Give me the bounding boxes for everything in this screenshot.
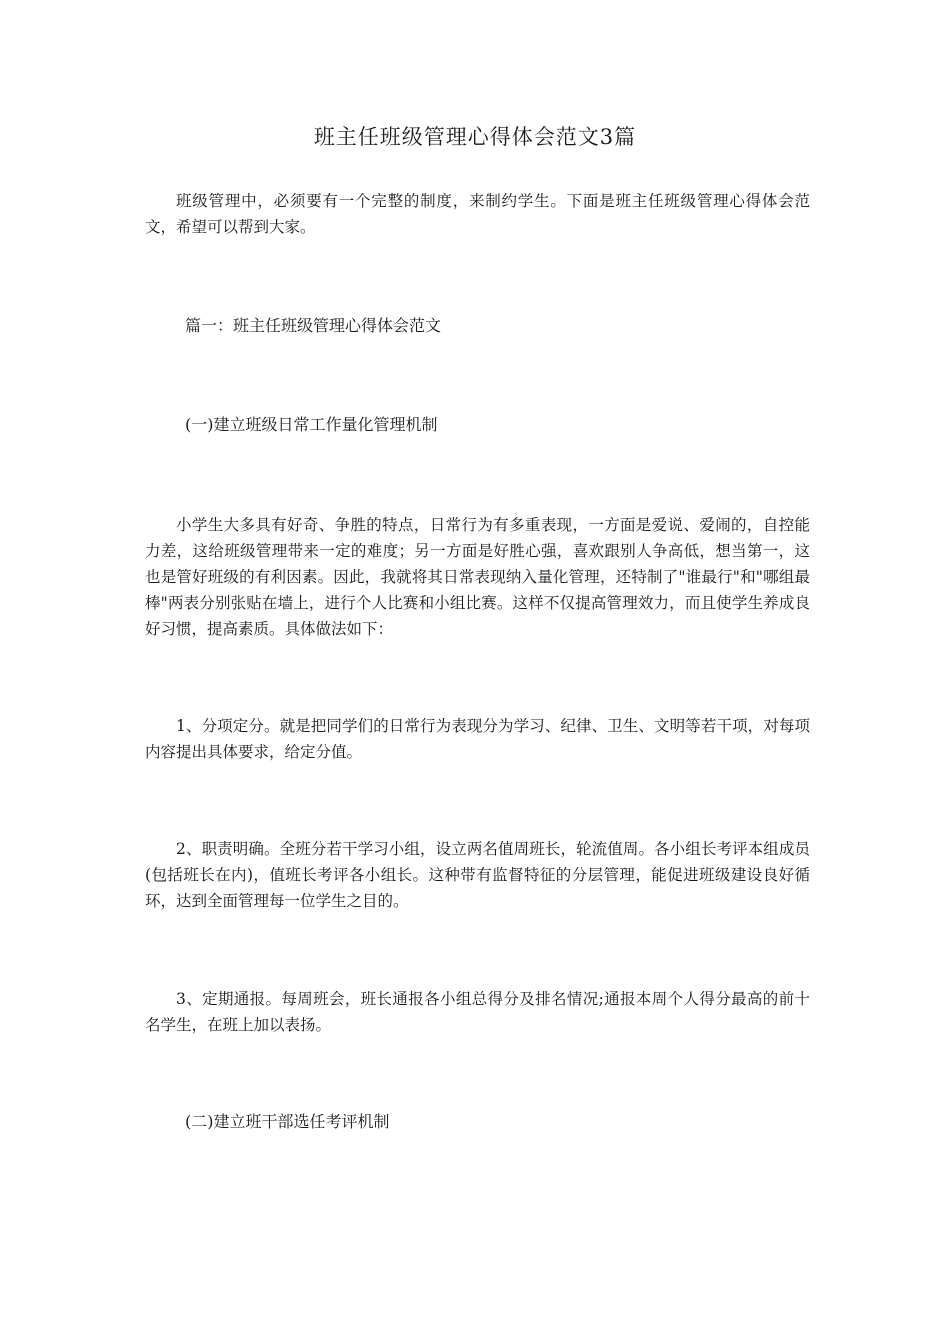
document-title: 班主任班级管理心得体会范文3篇 (313, 125, 637, 149)
subsection-two-heading: (二)建立班干部选任考评机制 (185, 1112, 390, 1131)
intro-paragraph: 班级管理中，必须要有一个完整的制度，来制约学生。下面是班主任班级管理心得体会范文，希望可以帮到大家。 (145, 192, 810, 236)
body-paragraph-1: 小学生大多具有好奇、争胜的特点，日常行为有多重表现，一方面是爱说、爱闹的，自控能力差，这给班级管理带来一定的难度；另一方面是好胜心强，喜欢跟别人争高低，想当第一，这也是管好班级的有利因素。因此，我就将其日常表现纳入量化管理，还特制了"谁最行"和"哪组最棒"两表分别张贴在墙上，进行个人比赛和小组比赛。这样不仅提高管理效力，而且使学生养成良好习惯，提高素质。具体做法如下： (145, 516, 810, 638)
section-one-heading: 篇一：班主任班级管理心得体会范文 (185, 316, 442, 335)
list-item-3: 3、定期通报。每周班会，班长通报各小组总得分及排名情况;通报本周个人得分最高的前十名学生，在班上加以表扬。 (145, 990, 810, 1034)
subsection-one-heading: (一)建立班级日常工作量化管理机制 (185, 415, 438, 434)
list-item-1: 1、分项定分。就是把同学们的日常行为表现分为学习、纪律、卫生、文明等若干项，对每项内容提出具体要求，给定分值。 (145, 717, 810, 761)
list-item-2: 2、职责明确。全班分若干学习小组，设立两名值周班长，轮流值周。各小组长考评本组成员(包括班长在内)，值班长考评各小组长。这种带有监督特征的分层管理，能促进班级建设良好循环，达到全面管理每一位学生之目的。 (145, 840, 810, 910)
